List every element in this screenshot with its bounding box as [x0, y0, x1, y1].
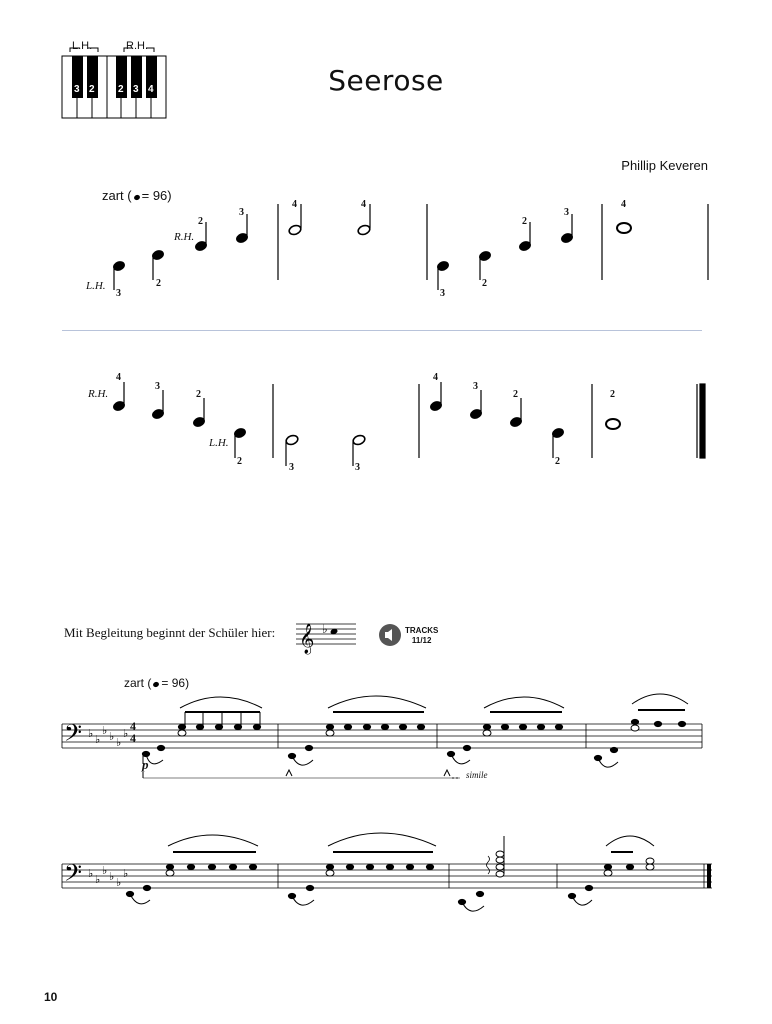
finger-label: 4: [361, 199, 366, 210]
half-note-icon: [153, 681, 160, 688]
finger-label: 3: [564, 207, 569, 218]
finger-label: 2: [610, 389, 615, 400]
finger-label: 2: [513, 389, 518, 400]
svg-text:𝄞: 𝄞: [299, 624, 315, 654]
page-number: 10: [44, 990, 58, 1004]
svg-text:♭: ♭: [102, 864, 108, 877]
rh-finger-2: 2: [118, 84, 124, 95]
section-divider: [62, 330, 702, 331]
tempo-value: = 96: [161, 676, 186, 690]
accompaniment-intro: Mit Begleitung beginnt der Schüler hier:: [64, 625, 276, 640]
tempo-word: zart: [124, 676, 145, 690]
finger-label: 3: [239, 207, 244, 218]
lh-label-2: L.H.: [209, 437, 229, 449]
rh-label-1: R.H.: [174, 231, 195, 243]
finger-label: 3: [155, 381, 160, 392]
svg-text:♭: ♭: [95, 733, 101, 746]
tempo-marking-1: zart ( = 96): [102, 188, 172, 203]
finger-label: 4: [116, 372, 121, 383]
svg-text:♭: ♭: [116, 876, 122, 889]
starting-note-staff: [296, 616, 356, 656]
rh-finger-4: 4: [148, 84, 154, 95]
lh-label-1: L.H.: [86, 280, 106, 292]
accompaniment-system-1: [0, 690, 772, 800]
svg-text:♭: ♭: [322, 622, 328, 636]
svg-text:♭: ♭: [95, 873, 101, 886]
svg-text:♭: ♭: [123, 727, 129, 740]
left-hand-label: L.H.: [72, 40, 93, 52]
finger-label: 2: [522, 216, 527, 227]
tracks-numbers: 11/12: [411, 636, 432, 645]
accompaniment-system-2: [0, 830, 772, 940]
finger-label: 2: [198, 216, 203, 227]
finger-label: 4: [621, 199, 626, 210]
rh-finger-3: 3: [133, 84, 139, 95]
finger-label: 3: [355, 462, 360, 473]
speaker-icon: [378, 623, 402, 647]
lh-finger-2: 2: [89, 84, 95, 95]
dynamic-marking: p: [142, 757, 149, 772]
tempo-marking-2: zart ( = 96): [124, 676, 190, 690]
svg-text:𝄢: 𝄢: [64, 859, 83, 892]
finger-label: 2: [237, 456, 242, 467]
lh-finger-3: 3: [74, 84, 80, 95]
tracks-badge: [405, 626, 438, 646]
finger-label: 3: [440, 288, 445, 299]
finger-label: 2: [482, 278, 487, 289]
finger-label: 3: [116, 288, 121, 299]
finger-label: 4: [292, 199, 297, 210]
svg-text:♭: ♭: [88, 867, 94, 880]
page-title: Seerose: [328, 64, 444, 97]
time-sig-top: 4: [130, 719, 136, 733]
finger-label: 3: [473, 381, 478, 392]
rh-label-2: R.H.: [88, 388, 109, 400]
svg-text:♭: ♭: [109, 730, 115, 743]
finger-label: 2: [555, 456, 560, 467]
tracks-label: TRACKS: [405, 626, 439, 635]
svg-text:𝄢: 𝄢: [64, 719, 83, 752]
svg-text:♭: ♭: [102, 724, 108, 737]
svg-text:♭: ♭: [109, 870, 115, 883]
tempo-value: = 96: [141, 188, 168, 203]
right-hand-label: R.H.: [126, 40, 148, 52]
svg-text:♭: ♭: [116, 736, 122, 749]
finger-label: 4: [433, 372, 438, 383]
finger-label: 3: [289, 462, 294, 473]
finger-label: 2: [196, 389, 201, 400]
svg-text:♭: ♭: [88, 727, 94, 740]
tempo-word: zart: [102, 188, 124, 203]
finger-label: 2: [156, 278, 161, 289]
simile-marking: simile: [466, 770, 488, 780]
composer: Phillip Keveren: [621, 158, 708, 173]
student-system-2: [0, 370, 772, 490]
svg-text:♭: ♭: [123, 867, 129, 880]
time-sig-bottom: 4: [130, 731, 136, 745]
